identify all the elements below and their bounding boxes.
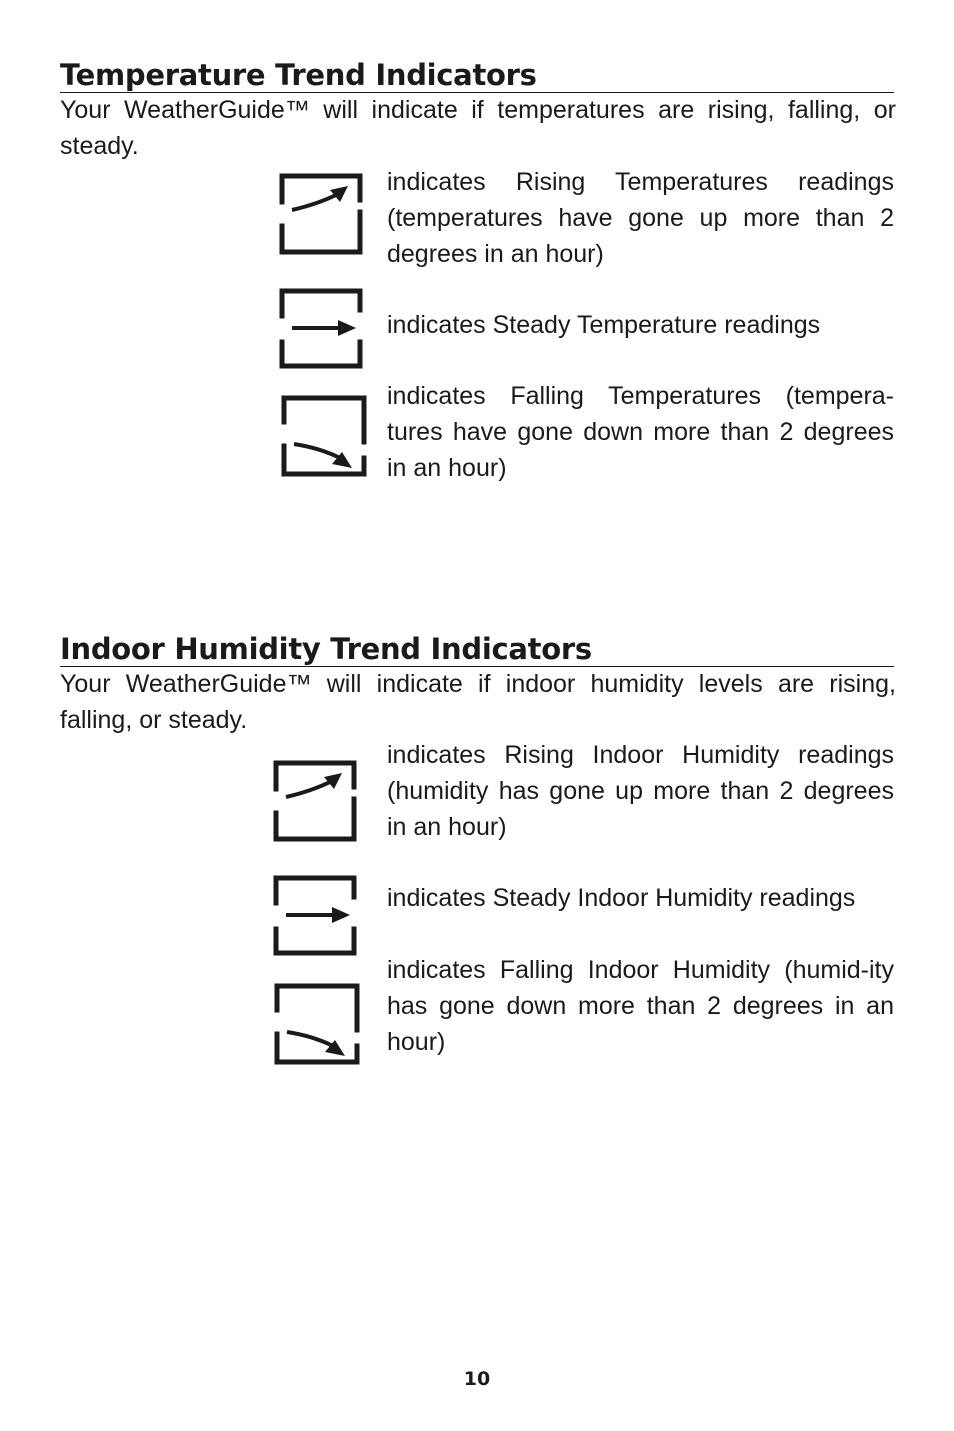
temperature-steady-text: indicates Steady Temperature readings [387, 311, 821, 339]
humidity-intro: Your WeatherGuide™ will indicate if indoor humidity levels are rising, falling, or steady. [60, 670, 896, 734]
humidity-falling-text: indicates Falling Indoor Humidity (humid-ity has gone down more than 2 degrees in an hour) [387, 956, 894, 1056]
rising-trend-icon [278, 170, 364, 258]
humidity-heading: Indoor Humidity Trend Indicators [60, 632, 894, 667]
humidity-rising-text: indicates Rising Indoor Humidity readings (humidity has gone up more than 2 degrees in an hour) [387, 741, 894, 841]
steady-trend-icon [272, 873, 358, 959]
falling-trend-icon [280, 392, 370, 480]
temperature-heading: Temperature Trend Indicators [60, 58, 894, 93]
falling-trend-icon [273, 980, 363, 1068]
steady-trend-icon [278, 286, 364, 372]
rising-trend-icon [272, 757, 358, 845]
page-number: 10 [463, 1368, 491, 1390]
humidity-steady-text: indicates Steady Indoor Humidity readings [387, 884, 856, 912]
temperature-rising-text: indicates Rising Temperatures readings (temperatures have gone up more than 2 degrees in an hour) [387, 168, 894, 268]
temperature-falling-text: indicates Falling Temperatures (tempera-tures have gone down more than 2 degrees in an hour) [387, 382, 894, 482]
temperature-intro: Your WeatherGuide™ will indicate if temperatures are rising, falling, or steady. [60, 96, 896, 160]
